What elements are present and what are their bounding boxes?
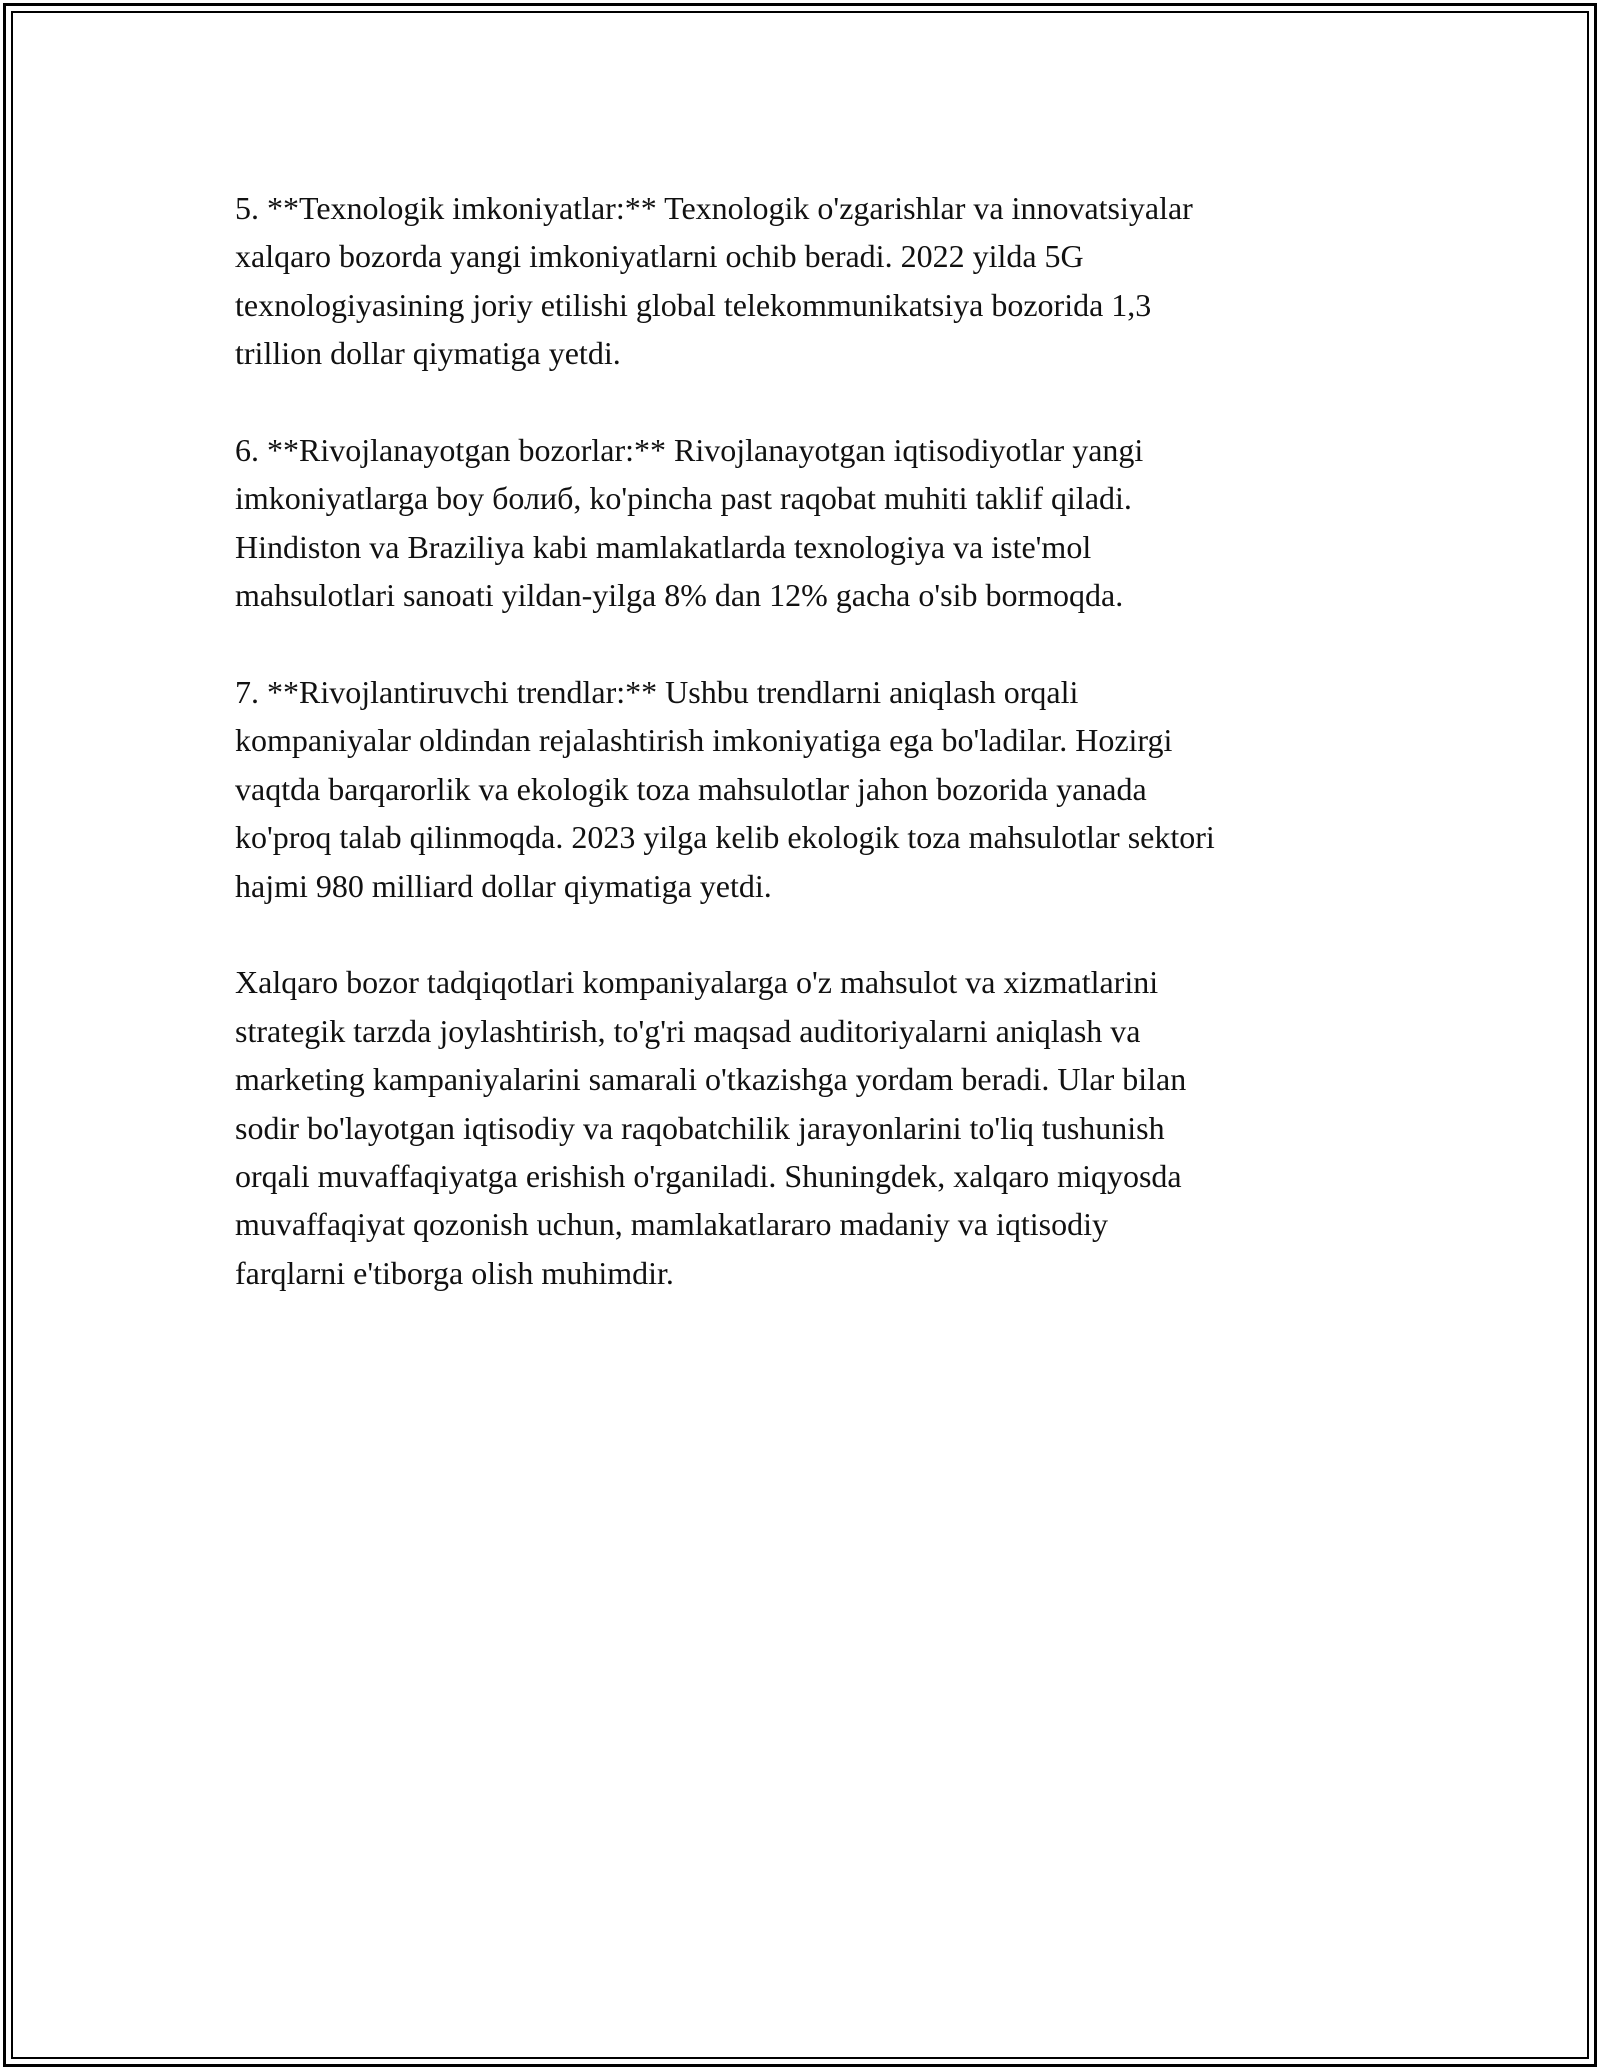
text-line: ko'proq talab qilinmoqda. 2023 yilga kelib ekologik toza mahsulotlar sektori: [235, 819, 1215, 856]
text-line: 7. **Rivojlantiruvchi trendlar:** Ushbu trendlarni aniqlash orqali: [235, 674, 1079, 711]
text-line: kompaniyalar oldindan rejalashtirish imkoniyatiga ega bo'ladilar. Hozirgi: [235, 722, 1173, 759]
text-line: hajmi 980 milliard dollar qiymatiga yetdi.: [235, 867, 772, 904]
text-line: mahsulotlari sanoati yildan-yilga 8% dan 12% gacha o'sib bormoqda.: [235, 577, 1124, 614]
text-line: xalqaro bozorda yangi imkoniyatlarni ochib beradi. 2022 yilda 5G: [235, 238, 1084, 275]
text-line: marketing kampaniyalarini samarali o'tkazishga yordam beradi. Ular bilan: [235, 1061, 1187, 1098]
text-line: sodir bo'layotgan iqtisodiy va raqobatchilik jarayonlarini to'liq tushunish: [235, 1109, 1165, 1146]
paragraph-emerging-markets: [235, 426, 1385, 620]
paragraph-developing-trends: [235, 668, 1385, 910]
text-line: Hindiston va Braziliya kabi mamlakatlarda texnologiya va iste'mol: [235, 528, 1092, 565]
text-line: imkoniyatlarga boy болиб, ko'pincha past raqobat muhiti taklif qiladi.: [235, 480, 1132, 517]
text-line: orqali muvaffaqiyatga erishish o'rganiladi. Shuningdek, xalqaro miqyosda: [235, 1158, 1182, 1195]
text-line: farqlarni e'tiborga olish muhimdir.: [235, 1254, 674, 1291]
text-line: muvaffaqiyat qozonish uchun, mamlakatlararo madaniy va iqtisodiy: [235, 1206, 1108, 1243]
paragraph-technological-opportunities: [235, 184, 1385, 378]
text-line: 5. **Texnologik imkoniyatlar:** Texnologik o'zgarishlar va innovatsiyalar: [235, 190, 1193, 226]
text-line: trillion dollar qiymatiga yetdi.: [235, 335, 621, 372]
text-line: Xalqaro bozor tadqiqotlari kompaniyalarga o'z mahsulot va xizmatlarini: [235, 964, 1159, 1001]
paragraph-conclusion: [235, 958, 1385, 1297]
text-line: 6. **Rivojlanayotgan bozorlar:** Rivojlanayotgan iqtisodiyotlar yangi: [235, 432, 1144, 469]
document-body: [235, 184, 1385, 1346]
text-line: strategik tarzda joylashtirish, to'g'ri maqsad auditoriyalarni aniqlash va: [235, 1012, 1141, 1049]
text-line: vaqtda barqarorlik va ekologik toza mahsulotlar jahon bozorida yanada: [235, 770, 1147, 807]
text-line: texnologiyasining joriy etilishi global telekommunikatsiya bozorida 1,3: [235, 286, 1152, 323]
